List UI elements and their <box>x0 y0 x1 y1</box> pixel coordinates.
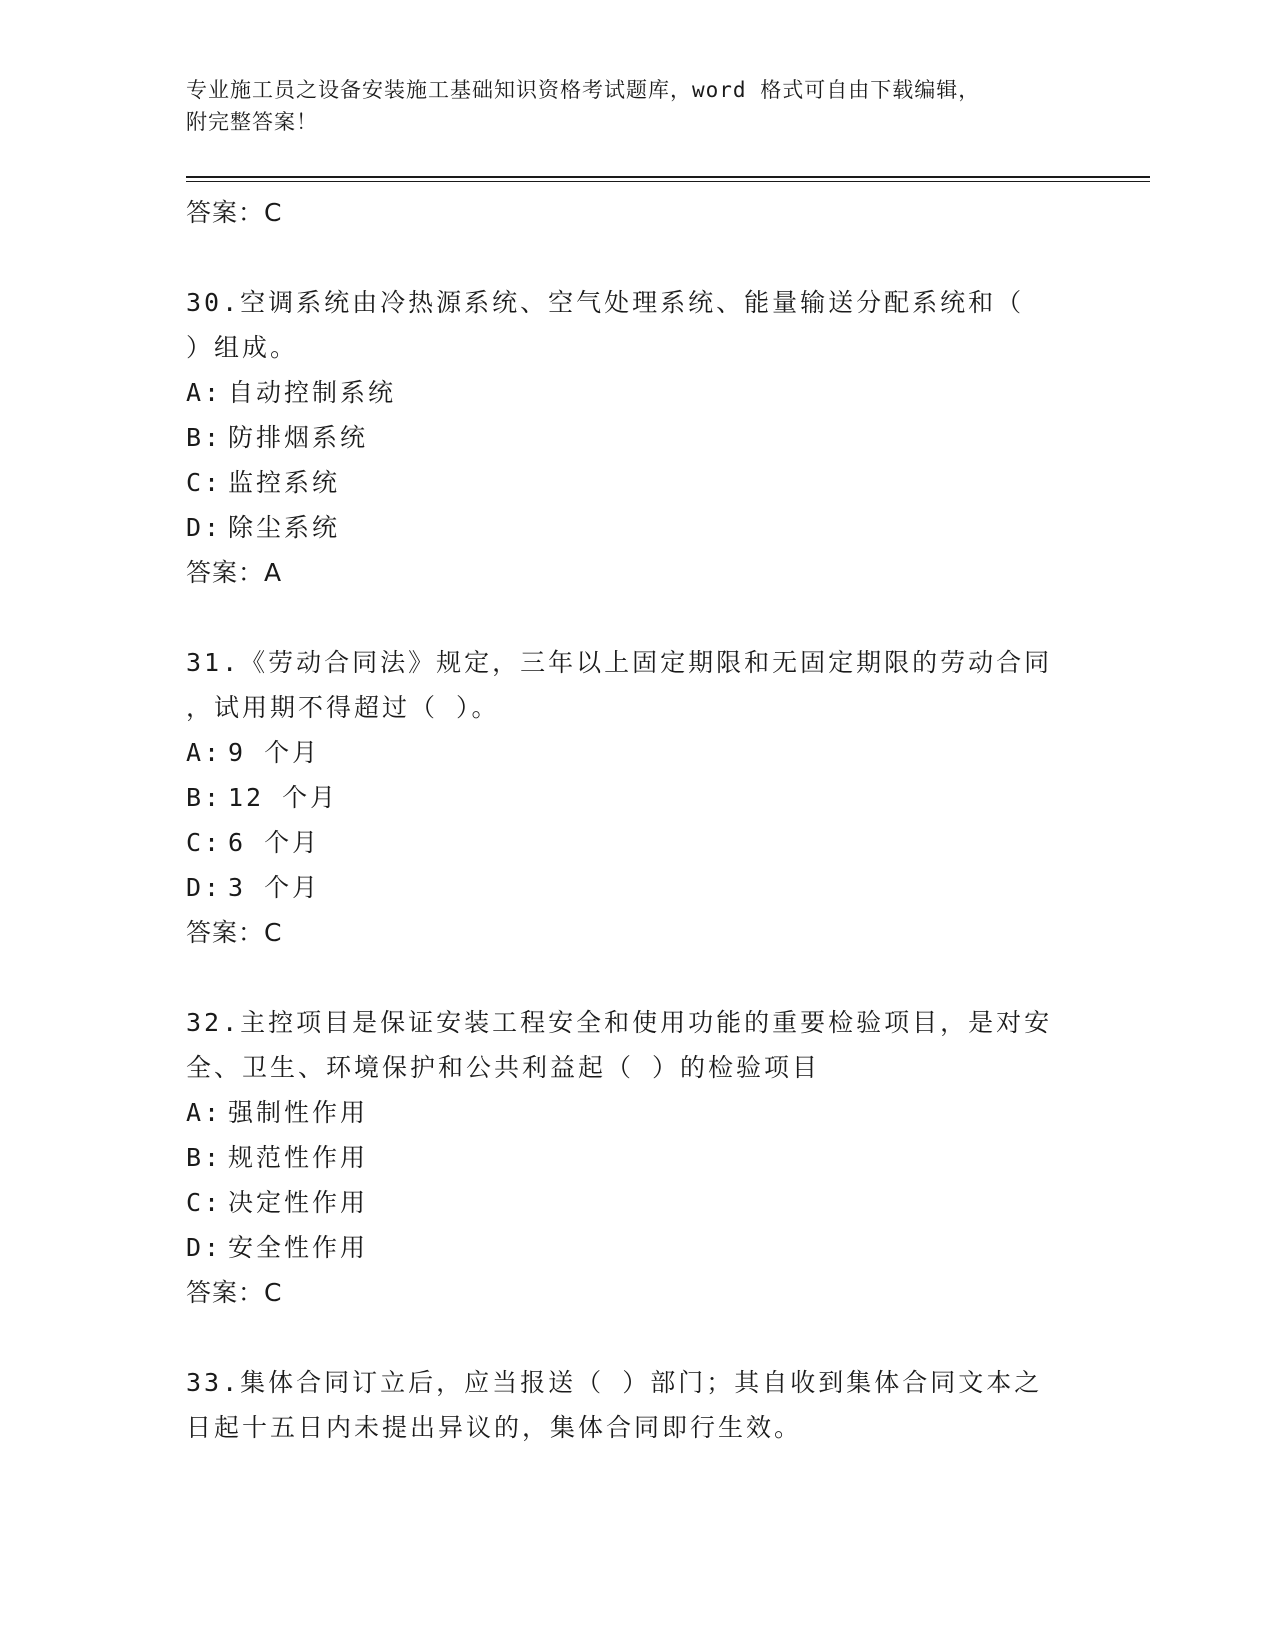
option-key: C: <box>186 1188 223 1217</box>
question-stem-line-2: 日起十五日内未提出异议的，集体合同即行生效。 <box>186 1413 803 1442</box>
option-text: 强制性作用 <box>228 1098 369 1127</box>
question-stem-line-1: 30.空调系统由冷热源系统、空气处理系统、能量输送分配系统和（ <box>186 288 1025 317</box>
answer-previous-question: 答案：C <box>186 198 283 227</box>
option-text: 自动控制系统 <box>228 378 397 407</box>
option-key: D: <box>186 1233 223 1262</box>
option-text: 监控系统 <box>228 468 341 497</box>
option-c <box>186 460 1086 505</box>
question-stem-line-1: 32.主控项目是保证安装工程安全和使用功能的重要检验项目，是对安 <box>186 1008 1053 1037</box>
header-divider-thick <box>186 176 1150 178</box>
question-block-31 <box>186 640 1086 956</box>
option-b <box>186 775 1086 820</box>
option-key: C: <box>186 468 223 497</box>
option-b <box>186 415 1086 460</box>
option-a <box>186 730 1086 775</box>
answer-line: 答案：C <box>186 918 283 947</box>
question-block-33 <box>186 1360 1086 1450</box>
header-divider-thin <box>186 181 1150 182</box>
option-key: D: <box>186 873 223 902</box>
option-text: 防排烟系统 <box>228 423 369 452</box>
answer-line: 答案：C <box>186 1278 283 1307</box>
option-text: 除尘系统 <box>228 513 341 542</box>
option-key: B: <box>186 423 223 452</box>
question-stem-line-2: 全、卫生、环境保护和公共利益起（ ）的检验项目 <box>186 1053 821 1082</box>
option-key: A: <box>186 738 223 767</box>
option-key: D: <box>186 513 223 542</box>
option-d <box>186 865 1086 910</box>
option-text: 规范性作用 <box>228 1143 369 1172</box>
header-line-1: 专业施工员之设备安装施工基础知识资格考试题库，word 格式可自由下载编辑， <box>186 78 981 102</box>
question-block-32 <box>186 1000 1086 1316</box>
option-c <box>186 1180 1086 1225</box>
header-line-2: 附完整答案！ <box>186 110 318 134</box>
option-text: 安全性作用 <box>228 1233 369 1262</box>
question-stem-line-1: 33.集体合同订立后，应当报送（ ）部门；其自收到集体合同文本之 <box>186 1368 1043 1397</box>
option-a <box>186 1090 1086 1135</box>
document-header <box>186 74 1086 138</box>
option-key: B: <box>186 783 223 812</box>
question-stem-line-2: ）组成。 <box>186 333 299 362</box>
option-text: 12 个月 <box>228 783 339 812</box>
question-list <box>186 190 1086 1450</box>
option-text: 决定性作用 <box>228 1188 369 1217</box>
question-block-30 <box>186 280 1086 596</box>
option-a <box>186 370 1086 415</box>
option-key: A: <box>186 378 223 407</box>
option-b <box>186 1135 1086 1180</box>
question-stem-line-1: 31.《劳动合同法》规定，三年以上固定期限和无固定期限的劳动合同 <box>186 648 1053 677</box>
option-key: B: <box>186 1143 223 1172</box>
option-d <box>186 1225 1086 1270</box>
option-c <box>186 820 1086 865</box>
answer-line: 答案：A <box>186 558 283 587</box>
option-d <box>186 505 1086 550</box>
option-text: 9 个月 <box>228 738 321 767</box>
option-key: C: <box>186 828 223 857</box>
question-stem-line-2: ，试用期不得超过（ ）。 <box>186 693 500 722</box>
option-text: 3 个月 <box>228 873 321 902</box>
option-key: A: <box>186 1098 223 1127</box>
option-text: 6 个月 <box>228 828 321 857</box>
